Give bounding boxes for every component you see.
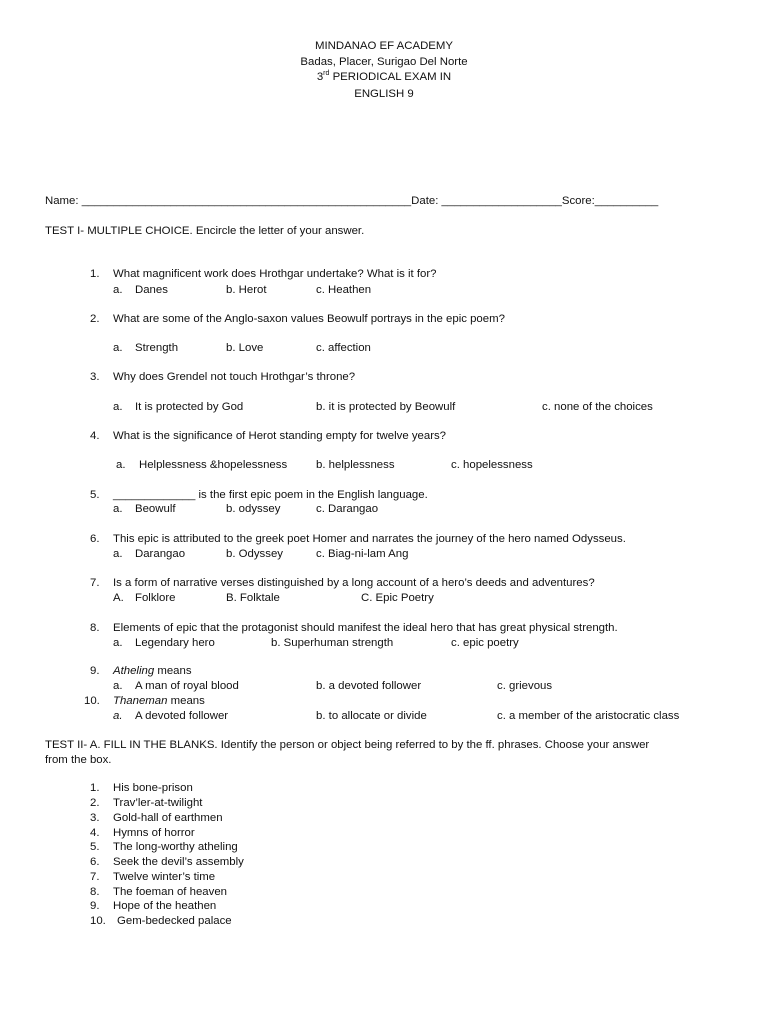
question-text: Why does Grendel not touch Hrothgar’s throne?: [113, 371, 356, 383]
item-text: The long-worthy atheling: [113, 841, 238, 853]
item-number: 7.: [90, 871, 100, 883]
choice-c: c. Biag-ni-lam Ang: [316, 548, 409, 560]
name-date-score-line: Name: ____________________________________________________Date: ___________________Score:__________: [45, 195, 659, 207]
question-number: 1.: [90, 268, 100, 280]
test2-title-cont: from the box.: [45, 754, 112, 766]
choice-b: b. it is protected by Beowulf: [316, 401, 456, 413]
exam-number-suffix: rd: [323, 70, 330, 77]
question-text: [113, 665, 192, 677]
choice-b: b. Herot: [226, 284, 267, 296]
question-number: 6.: [90, 533, 100, 545]
question-text: What are some of the Anglo-saxon values Beowulf portrays in the epic poem?: [113, 313, 505, 325]
choice-letter: A.: [113, 592, 124, 604]
question-number: 2.: [90, 313, 100, 325]
item-number: 10.: [90, 915, 106, 927]
choice-c: c. grievous: [497, 680, 553, 692]
question-number: 4.: [90, 430, 100, 442]
item-number: 2.: [90, 797, 100, 809]
choice-letter: a.: [113, 680, 123, 692]
question-number: 10.: [84, 695, 100, 707]
question-number: 3.: [90, 371, 100, 383]
choice-b: b. helplessness: [316, 459, 395, 471]
school-address: Badas, Placer, Surigao Del Norte: [300, 56, 468, 68]
choice-b: B. Folktale: [226, 592, 280, 604]
question-text: _____________ is the first epic poem in the English language.: [113, 489, 428, 501]
choice-a: Danes: [135, 284, 168, 296]
choice-a: It is protected by God: [135, 401, 244, 413]
item-text: Hymns of horror: [113, 827, 195, 839]
choice-a: Folklore: [135, 592, 176, 604]
item-text: Hope of the heathen: [113, 900, 217, 912]
question-text: Elements of epic that the protagonist should manifest the ideal hero that has great physical strength.: [113, 622, 618, 634]
choice-b: b. Superhuman strength: [271, 637, 394, 649]
choice-c: c. hopelessness: [451, 459, 533, 471]
item-number: 8.: [90, 886, 100, 898]
subject-title: ENGLISH 9: [354, 88, 414, 100]
exam-title-rest: PERIODICAL EXAM IN: [329, 71, 452, 83]
test1-title: TEST I- MULTIPLE CHOICE. Encircle the letter of your answer.: [45, 225, 365, 237]
question-number: 7.: [90, 577, 100, 589]
choice-c: c. Darangao: [316, 503, 379, 515]
choice-a: Beowulf: [135, 503, 176, 515]
question-number: 9.: [90, 665, 100, 677]
choice-b: b. odyssey: [226, 503, 281, 515]
choice-b: b. Odyssey: [226, 548, 283, 560]
choice-a: A man of royal blood: [135, 680, 239, 692]
choice-a: Strength: [135, 342, 179, 354]
choice-letter: a.: [113, 342, 123, 354]
choice-b: b. to allocate or divide: [316, 710, 427, 722]
question-number: 5.: [90, 489, 100, 501]
item-number: 3.: [90, 812, 100, 824]
question-text: [113, 695, 205, 707]
item-number: 6.: [90, 856, 100, 868]
choice-a: Darangao: [135, 548, 186, 560]
choice-letter: a.: [113, 637, 123, 649]
school-name: MINDANAO EF ACADEMY: [315, 40, 453, 52]
term-italic: Thaneman: [113, 695, 168, 707]
choice-a: Helplessness &hopelessness: [139, 459, 288, 471]
question-text: What is the significance of Herot standing empty for twelve years?: [113, 430, 447, 442]
item-number: 9.: [90, 900, 100, 912]
choice-c: C. Epic Poetry: [361, 592, 434, 604]
choice-letter: a.: [113, 401, 123, 413]
question-text: Is a form of narrative verses distinguished by a long account of a hero’s deeds and adventures?: [113, 577, 595, 589]
exam-title: [0, 71, 768, 83]
choice-b: b. a devoted follower: [316, 680, 422, 692]
choice-c: c. a member of the aristocratic class: [497, 710, 680, 722]
item-text: Seek the devil’s assembly: [113, 856, 244, 868]
choice-b: b. Love: [226, 342, 264, 354]
term-rest: means: [167, 695, 205, 707]
choice-letter: a.: [113, 548, 123, 560]
exam-number: 3: [316, 71, 324, 83]
item-number: 4.: [90, 827, 100, 839]
term-italic: Atheling: [113, 665, 155, 677]
choice-c: c. Heathen: [316, 284, 372, 296]
choice-c: c. none of the choices: [542, 401, 653, 413]
choice-a: Legendary hero: [135, 637, 215, 649]
item-text: Twelve winter’s time: [113, 871, 216, 883]
choice-letter: a.: [116, 459, 126, 471]
term-rest: means: [154, 665, 192, 677]
item-text: His bone-prison: [113, 782, 193, 794]
item-number: 1.: [90, 782, 100, 794]
item-text: Gold-hall of earthmen: [113, 812, 223, 824]
item-number: 5.: [90, 841, 100, 853]
choice-a: A devoted follower: [135, 710, 229, 722]
choice-letter: a.: [113, 284, 123, 296]
question-text: This epic is attributed to the greek poet Homer and narrates the journey of the hero named Odysseus.: [113, 533, 626, 545]
question-number: 8.: [90, 622, 100, 634]
choice-c: c. affection: [316, 342, 371, 354]
item-text: Gem-bedecked palace: [117, 915, 232, 927]
test2-title: TEST II- A. FILL IN THE BLANKS. Identify the person or object being referred to by the ff. phrases. Choose your answer: [45, 739, 650, 751]
item-text: The foeman of heaven: [113, 886, 227, 898]
choice-c: c. epic poetry: [451, 637, 519, 649]
choice-letter: a.: [113, 503, 123, 515]
choice-letter: a.: [113, 710, 123, 722]
item-text: Trav’ler-at-twilight: [113, 797, 203, 809]
question-text: What magnificent work does Hrothgar undertake? What is it for?: [113, 268, 437, 280]
